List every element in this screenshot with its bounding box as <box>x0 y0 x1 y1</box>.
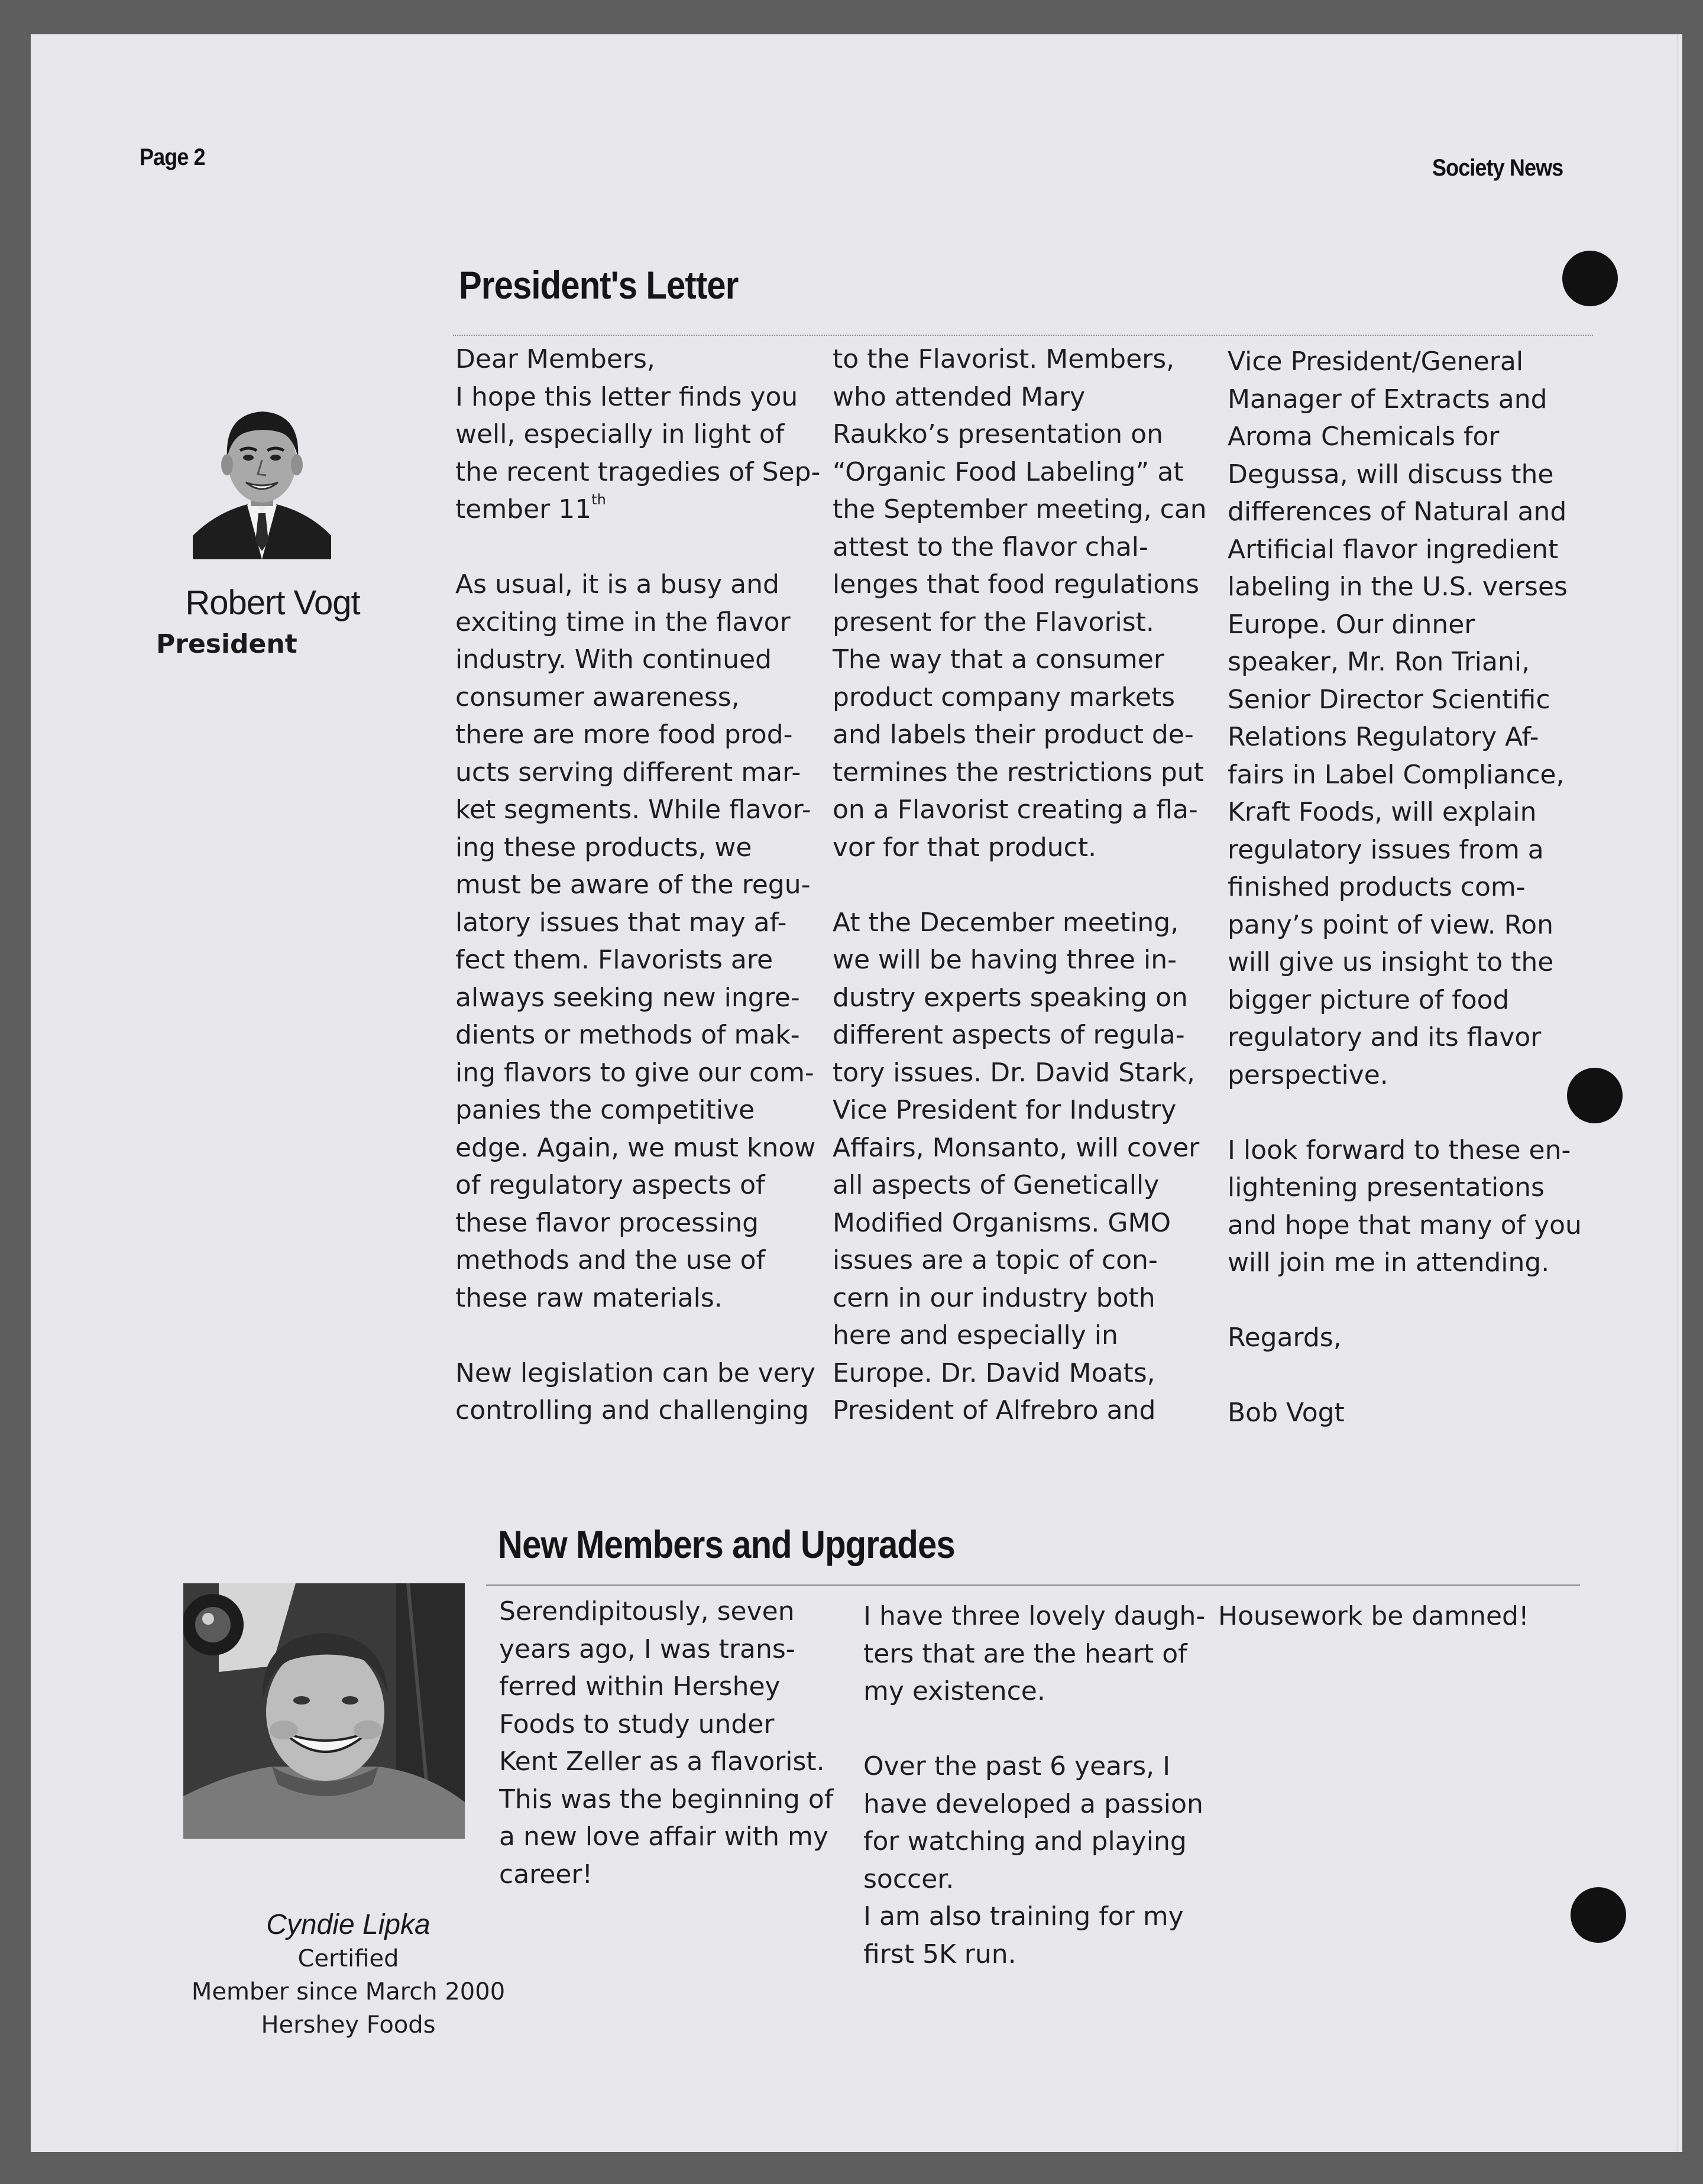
letter-line: finished products com- <box>1228 872 1526 902</box>
letter-line: will join me in attending. <box>1228 1247 1550 1278</box>
letter-line: the September meeting, can <box>833 494 1207 524</box>
binder-hole <box>1571 1887 1626 1943</box>
letter-line: Affairs, Monsanto, will cover <box>833 1132 1200 1163</box>
letter-line: speaker, Mr. Ron Triani, <box>1228 647 1530 677</box>
letter-line: Aroma Chemicals for <box>1228 422 1500 452</box>
member-photo-illustration <box>183 1583 465 1839</box>
bio-line: Serendipitously, seven <box>499 1596 795 1626</box>
letter-line: labeling in the U.S. verses <box>1228 572 1568 602</box>
member-photo <box>183 1583 465 1839</box>
president-role: President <box>156 629 297 659</box>
member-company: Hershey Foods <box>261 2011 436 2039</box>
letter-line: attest to the flavor chal- <box>833 532 1148 562</box>
letter-line <box>455 491 820 529</box>
letter-column-1 <box>455 341 820 1430</box>
letter-line: we will be having three in- <box>833 945 1177 975</box>
portrait-illustration <box>193 396 331 559</box>
letter-line: termines the restrictions put <box>833 757 1204 788</box>
letter-line: and hope that many of you <box>1228 1210 1582 1240</box>
paragraph-gap <box>833 866 1207 904</box>
newsletter-page <box>31 34 1682 2152</box>
letter-line: I look forward to these en- <box>1228 1135 1571 1165</box>
letter-line: industry. With continued <box>455 644 772 675</box>
letter-line: must be aware of the regu- <box>455 870 811 900</box>
president-portrait <box>193 396 331 559</box>
paragraph-gap <box>863 1710 1205 1748</box>
bio-line: ters that are the heart of <box>863 1638 1187 1669</box>
paragraph-gap <box>455 529 820 566</box>
paragraph-gap <box>455 1317 820 1355</box>
binder-hole <box>1562 251 1618 306</box>
letter-line: bigger picture of food <box>1228 984 1510 1015</box>
bio-line: I have three lovely daugh- <box>863 1601 1206 1631</box>
letter-line: dustry experts speaking on <box>833 982 1188 1013</box>
letter-line: methods and the use of <box>455 1245 766 1275</box>
letter-line: Degussa, will discuss the <box>1228 459 1554 490</box>
letter-line: panies the competitive <box>455 1095 755 1125</box>
letter-column-3 <box>1228 343 1582 1432</box>
letter-line: these flavor processing <box>455 1207 759 1238</box>
bio-line: Housework be damned! <box>1218 1601 1529 1631</box>
letter-line: and labels their product de- <box>833 720 1194 750</box>
bio-line: ferred within Hershey <box>499 1671 781 1702</box>
bio-line: for watching and playing <box>863 1826 1187 1856</box>
letter-line: perspective. <box>1228 1059 1388 1090</box>
new-members-title: New Members and Upgrades <box>498 1522 955 1566</box>
bio-line: my existence. <box>863 1676 1045 1706</box>
letter-line: Vice President for Industry <box>833 1095 1177 1125</box>
letter-line: present for the Flavorist. <box>833 607 1154 637</box>
letter-line: always seeking new ingre- <box>455 982 800 1013</box>
letter-line: here and especially in <box>833 1320 1118 1350</box>
bio-line: Foods to study under <box>499 1709 775 1739</box>
letter-line: who attended Mary <box>833 381 1086 412</box>
bio-column-2 <box>863 1598 1205 1973</box>
bio-column-3 <box>1218 1598 1529 1635</box>
letter-line: Dear Members, <box>455 344 655 374</box>
letter-line: latory issues that may af- <box>455 907 787 938</box>
letter-line: all aspects of Genetically <box>833 1170 1160 1200</box>
letter-line: President of Alfrebro and <box>833 1395 1156 1425</box>
paragraph-gap <box>1228 1282 1582 1320</box>
presidents-letter-title: President's Letter <box>459 263 739 307</box>
letter-line: controlling and challenging <box>455 1395 809 1425</box>
letter-line: “Organic Food Labeling” at <box>833 456 1184 487</box>
letter-line: cern in our industry both <box>833 1282 1155 1313</box>
letter-line: Kraft Foods, will explain <box>1228 797 1537 827</box>
letter-line: Vice President/General <box>1228 346 1524 377</box>
letter-line: different aspects of regula- <box>833 1020 1185 1050</box>
bio-line: soccer. <box>863 1864 954 1894</box>
bio-column-1 <box>499 1593 833 1893</box>
bio-line: have developed a passion <box>863 1788 1203 1819</box>
paragraph-gap <box>1228 1094 1582 1132</box>
letter-line: fairs in Label Compliance, <box>1228 759 1565 790</box>
letter-line: At the December meeting, <box>833 907 1179 938</box>
letter-line: vor for that product. <box>833 832 1097 863</box>
bio-line: Kent Zeller as a flavorist. <box>499 1746 825 1777</box>
letter-line: edge. Again, we must know <box>455 1132 816 1163</box>
letter-line: product company markets <box>833 682 1176 712</box>
letter-line: I hope this letter finds you <box>455 381 798 412</box>
letter-line: of regulatory aspects of <box>455 1170 765 1200</box>
letter-line: ing flavors to give our com- <box>455 1057 814 1088</box>
letter-line: Europe. Our dinner <box>1228 609 1475 640</box>
letter-line: issues are a topic of con- <box>833 1245 1158 1275</box>
letter-line: regulatory and its flavor <box>1228 1022 1542 1052</box>
letter-line: consumer awareness, <box>455 682 740 712</box>
letter-line: exciting time in the flavor <box>455 607 791 637</box>
letter-column-2 <box>833 341 1207 1430</box>
letter-line: Europe. Dr. David Moats, <box>833 1357 1155 1388</box>
letter-line: there are more food prod- <box>455 720 793 750</box>
letter-text: tember 11 <box>455 494 592 524</box>
letter-line: Artificial flavor ingredient <box>1228 534 1559 565</box>
letter-line: on a Flavorist creating a fla- <box>833 795 1198 825</box>
letter-line: differences of Natural and <box>1228 497 1567 527</box>
letter-line: The way that a consumer <box>833 644 1164 675</box>
letter-line: well, especially in light of <box>455 419 785 449</box>
member-name: Cyndie Lipka <box>266 1909 430 1940</box>
superscript: th <box>591 491 606 508</box>
section-rule <box>453 335 1593 336</box>
letter-line: these raw materials. <box>455 1282 723 1313</box>
letter-line: tory issues. Dr. David Stark, <box>833 1057 1195 1088</box>
letter-line: lightening presentations <box>1228 1172 1545 1203</box>
letter-line: regulatory issues from a <box>1228 834 1544 865</box>
page-number: Page 2 <box>140 144 205 170</box>
letter-line: New legislation can be very <box>455 1357 816 1388</box>
letter-line: fect them. Flavorists are <box>455 945 773 975</box>
bio-line: career! <box>499 1859 593 1890</box>
letter-line: pany’s point of view. Ron <box>1228 909 1553 940</box>
bio-line: a new love affair with my <box>499 1822 828 1852</box>
letter-line: will give us insight to the <box>1228 947 1554 977</box>
letter-line: Modified Organisms. GMO <box>833 1207 1171 1238</box>
bio-line: first 5K run. <box>863 1939 1016 1969</box>
letter-line: ket segments. While flavor- <box>455 795 811 825</box>
letter-line: Manager of Extracts and <box>1228 384 1547 414</box>
section-rule <box>486 1584 1580 1586</box>
letter-line: the recent tragedies of Sep- <box>455 456 821 487</box>
bio-line: years ago, I was trans- <box>499 1634 795 1664</box>
paragraph-gap <box>1228 1357 1582 1395</box>
bio-line: Over the past 6 years, I <box>863 1751 1171 1781</box>
bio-line: This was the beginning of <box>499 1784 834 1814</box>
member-status: Certified <box>297 1945 399 1972</box>
letter-line: Regards, <box>1228 1323 1342 1353</box>
member-since: Member since March 2000 <box>191 1978 506 2005</box>
publication-name: Society News <box>1432 155 1563 181</box>
letter-line: to the Flavorist. Members, <box>833 344 1175 374</box>
president-name: Robert Vogt <box>185 584 360 622</box>
letter-line: As usual, it is a busy and <box>455 569 779 600</box>
letter-line: dients or methods of mak- <box>455 1020 800 1050</box>
letter-line: Relations Regulatory Af- <box>1228 722 1539 752</box>
letter-line: Raukko’s presentation on <box>833 419 1163 449</box>
signature-line: Bob Vogt <box>1228 1398 1345 1428</box>
letter-line: ing these products, we <box>455 832 752 863</box>
bio-line: I am also training for my <box>863 1901 1184 1932</box>
letter-line: ucts serving different mar- <box>455 757 801 788</box>
letter-line: lenges that food regulations <box>833 569 1200 600</box>
letter-line: Senior Director Scientific <box>1228 684 1550 715</box>
